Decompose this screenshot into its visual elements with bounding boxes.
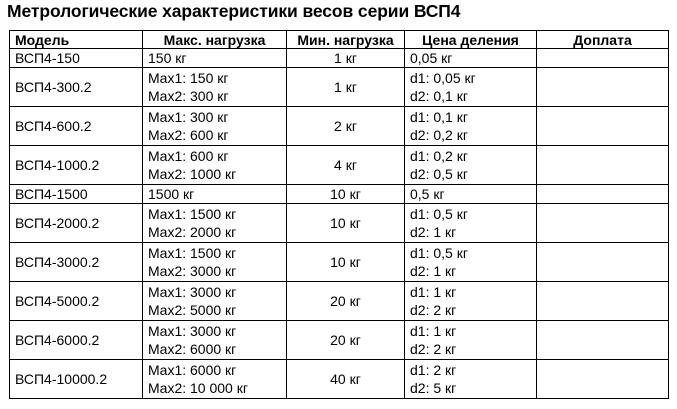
cell-surcharge (537, 49, 669, 68)
cell-min-load: 2 кг (287, 107, 405, 146)
table-row (10, 204, 669, 243)
cell-min-load: 1 кг (287, 68, 405, 107)
cell-surcharge (537, 321, 669, 360)
d1-value: d1: 1 кг (410, 284, 457, 300)
d1-value: d1: 0,5 кг (410, 245, 468, 261)
cell-min-load: 20 кг (287, 321, 405, 360)
cell-model: ВСП4-3000.2 (10, 243, 143, 282)
cell-max-load (143, 282, 287, 321)
cell-model: ВСП4-2000.2 (10, 204, 143, 243)
cell-max-load (143, 321, 287, 360)
max1-value: Max1: 3000 кг (148, 323, 237, 339)
d2-value: d2: 0,5 кг (410, 166, 468, 182)
max2-value: Max2: 5000 кг (148, 302, 237, 318)
max2-value: Max2: 6000 кг (148, 341, 237, 357)
table-row (10, 68, 669, 107)
d2-value: d2: 2 кг (410, 341, 457, 357)
header-model: Модель (10, 31, 143, 49)
cell-model: ВСП4-300.2 (10, 68, 143, 107)
max1-value: Max1: 300 кг (148, 109, 229, 125)
header-division: Цена деления (405, 31, 537, 49)
cell-model: ВСП4-1500 (10, 185, 143, 204)
cell-min-load: 4 кг (287, 146, 405, 185)
max1-value: Max1: 1500 кг (148, 245, 237, 261)
max1-value: Max1: 150 кг (148, 70, 229, 86)
table-row (10, 49, 669, 68)
cell-model: ВСП4-5000.2 (10, 282, 143, 321)
cell-division (405, 204, 537, 243)
cell-division (405, 49, 537, 68)
division-value: 0,05 кг (410, 50, 453, 66)
cell-max-load (143, 243, 287, 282)
cell-model: ВСП4-6000.2 (10, 321, 143, 360)
d2-value: d2: 2 кг (410, 302, 457, 318)
cell-min-load: 10 кг (287, 243, 405, 282)
table-row (10, 360, 669, 399)
table-row (10, 146, 669, 185)
cell-division (405, 185, 537, 204)
header-surcharge: Доплата (537, 31, 669, 49)
cell-division (405, 360, 537, 399)
max1-value: Max1: 1500 кг (148, 206, 237, 222)
page-title: Метрологические характеристики весов серии ВСП4 (7, 1, 461, 21)
max2-value: Max2: 300 кг (148, 88, 229, 104)
table-row (10, 321, 669, 360)
d1-value: d1: 0,5 кг (410, 206, 468, 222)
d1-value: d1: 2 кг (410, 362, 457, 378)
cell-min-load: 20 кг (287, 282, 405, 321)
division-value: 0,5 кг (410, 186, 445, 202)
max-load-value: 1500 кг (148, 186, 195, 202)
d1-value: d1: 0,05 кг (410, 70, 476, 86)
cell-model: ВСП4-10000.2 (10, 360, 143, 399)
max1-value: Max1: 6000 кг (148, 362, 237, 378)
cell-max-load (143, 107, 287, 146)
cell-max-load (143, 185, 287, 204)
cell-min-load: 1 кг (287, 49, 405, 68)
max1-value: Max1: 600 кг (148, 148, 229, 164)
cell-min-load: 10 кг (287, 204, 405, 243)
d2-value: d2: 1 кг (410, 263, 457, 279)
d1-value: d1: 1 кг (410, 323, 457, 339)
d2-value: d2: 0,2 кг (410, 127, 468, 143)
cell-max-load (143, 360, 287, 399)
d2-value: d2: 5 кг (410, 380, 457, 396)
cell-model: ВСП4-600.2 (10, 107, 143, 146)
table-row (10, 243, 669, 282)
cell-surcharge (537, 360, 669, 399)
max2-value: Max2: 600 кг (148, 127, 229, 143)
cell-surcharge (537, 146, 669, 185)
cell-max-load (143, 68, 287, 107)
cell-surcharge (537, 68, 669, 107)
d2-value: d2: 1 кг (410, 224, 457, 240)
cell-division (405, 146, 537, 185)
cell-surcharge (537, 185, 669, 204)
cell-model: ВСП4-150 (10, 49, 143, 68)
max2-value: Max2: 2000 кг (148, 224, 237, 240)
cell-surcharge (537, 107, 669, 146)
scales-spec-table (9, 30, 669, 399)
cell-model: ВСП4-1000.2 (10, 146, 143, 185)
max2-value: Max2: 3000 кг (148, 263, 237, 279)
max2-value: Max2: 1000 кг (148, 166, 237, 182)
cell-surcharge (537, 282, 669, 321)
cell-min-load: 40 кг (287, 360, 405, 399)
d2-value: d2: 0,1 кг (410, 88, 468, 104)
table-header-row (10, 31, 669, 49)
table-row (10, 185, 669, 204)
cell-max-load (143, 146, 287, 185)
table-row (10, 282, 669, 321)
cell-surcharge (537, 243, 669, 282)
cell-division (405, 243, 537, 282)
d1-value: d1: 0,2 кг (410, 148, 468, 164)
max-load-value: 150 кг (148, 50, 187, 66)
header-max-load: Макс. нагрузка (143, 31, 287, 49)
d1-value: d1: 0,1 кг (410, 109, 468, 125)
cell-max-load (143, 204, 287, 243)
cell-division (405, 282, 537, 321)
cell-division (405, 107, 537, 146)
cell-division (405, 321, 537, 360)
header-min-load: Мин. нагрузка (287, 31, 405, 49)
max2-value: Max2: 10 000 кг (148, 380, 248, 396)
max1-value: Max1: 3000 кг (148, 284, 237, 300)
cell-division (405, 68, 537, 107)
table-row (10, 107, 669, 146)
cell-surcharge (537, 204, 669, 243)
cell-min-load: 10 кг (287, 185, 405, 204)
cell-max-load (143, 49, 287, 68)
